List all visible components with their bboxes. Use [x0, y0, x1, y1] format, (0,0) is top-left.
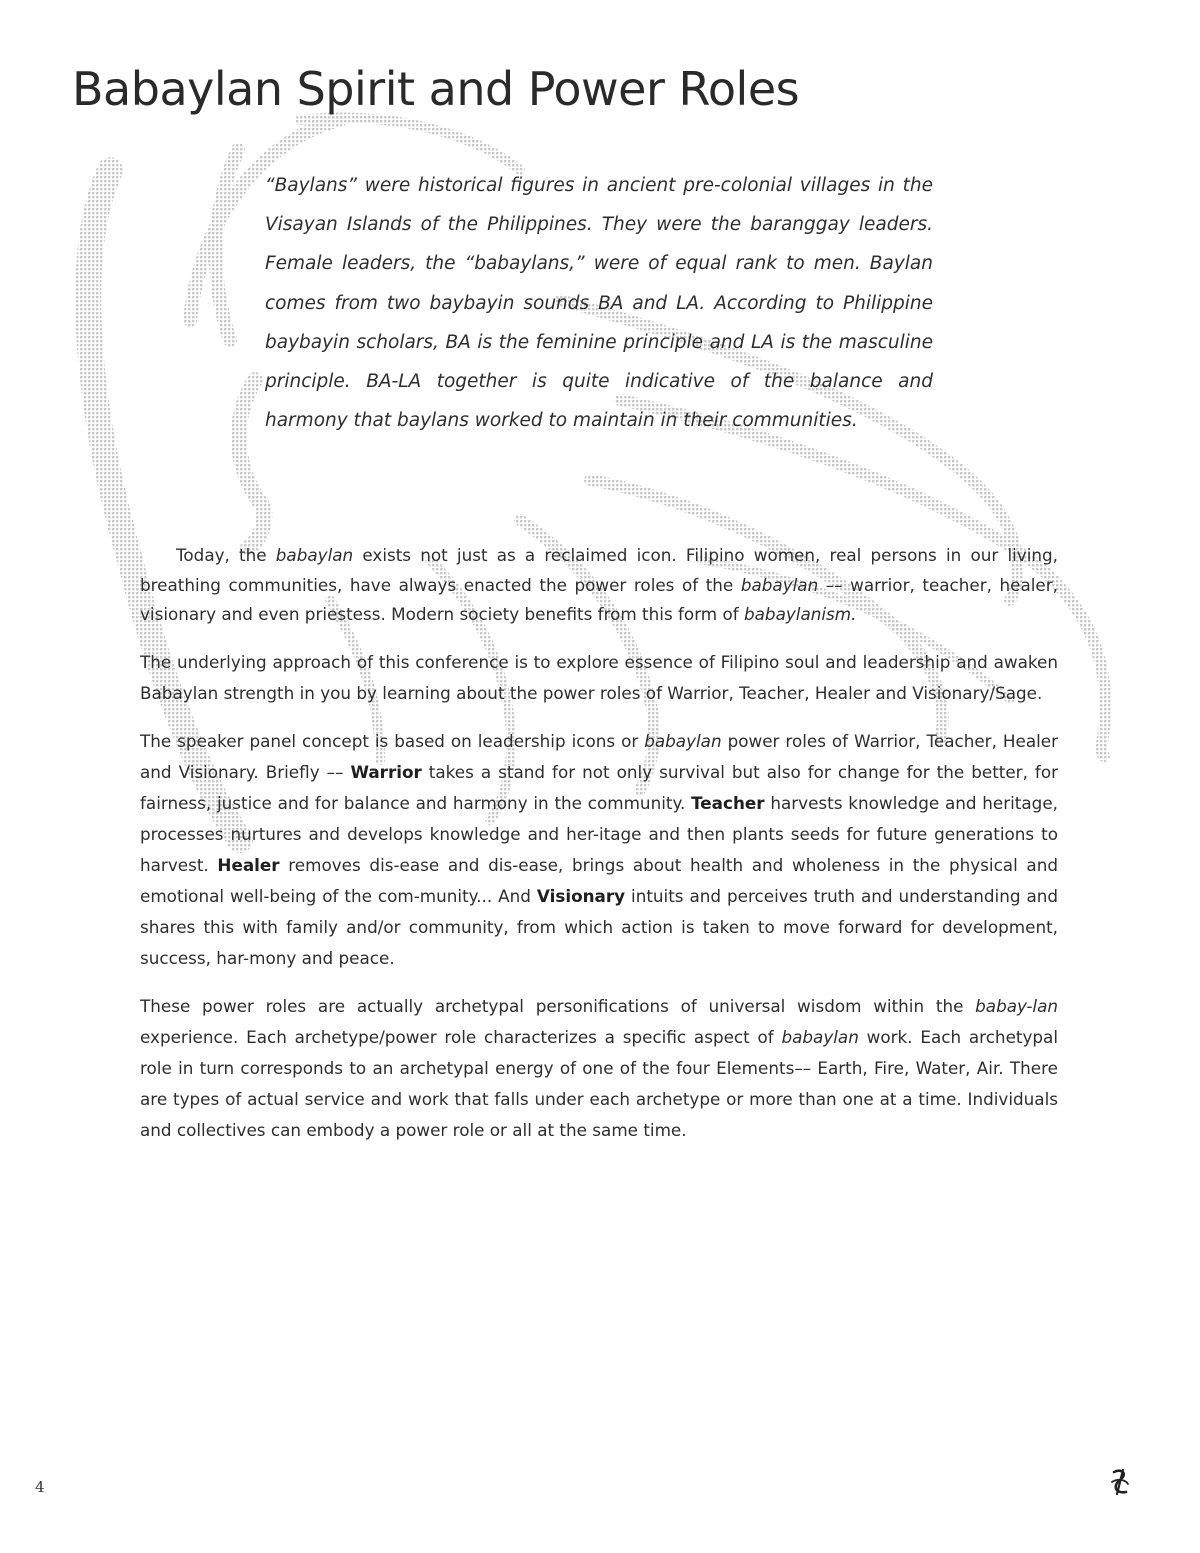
- term-healer: Healer: [217, 854, 280, 875]
- intro-quote: “Baylans” were historical figures in ancient pre-colonial villages in the Visayan Islands of the Philippines. They were the baranggay leaders. Female leaders, the “babaylans,” were of equal rank to men. Baylan comes from two baybayin sounds BA and LA. According to Philippine baybayin scholars, BA is the feminine principle and LA is the masculine principle. BA-LA together is quite indicative of the balance and harmony that baylans worked to maintain in their communities.: [265, 175, 933, 432]
- page-title: Babaylan Spirit and Power Roles: [72, 62, 800, 116]
- page-number: 4: [35, 1478, 45, 1496]
- paragraph-speaker-panel: The speaker panel concept is based on leadership icons or babaylan power roles of Warrior, Teacher, Healer and Visionary. Briefly –– Warrior takes a stand for not only survival but also for change for the better, for fairness, justice and for balance and harmony in the community. Teacher harvests knowledge and heritage, processes nurtures and develops knowledge and her-itage and then plants seeds for future generations to harvest. Healer removes dis-ease and dis-ease, brings about health and wholeness in the physical and emotional well-being of the com-munity... And Visionary intuits and perceives truth and understanding and shares this with family and/or community, from which action is taken to move forward for development, success, har-mony and peace.: [140, 730, 1059, 968]
- baybayin-glyph-icon: [1108, 1468, 1132, 1496]
- term-visionary: Visionary: [536, 885, 626, 906]
- paragraph-archetypes: These power roles are actually archetypal personifications of universal wisdom within the babay-lan experience. Each archetype/power role characterizes a specific aspect of babaylan work. Each archetypal role in turn corresponds to an archetypal energy of one of the four Elements–– Earth, Fire, Water, Air. There are types of actual service and work that falls under each archetype or more than one at a time. Individuals and collectives can embody a power role or all at the same time.: [140, 995, 1058, 1140]
- body-text: [140, 541, 1058, 1163]
- term-teacher: Teacher: [691, 792, 765, 813]
- paragraph-conference-approach: The underlying approach of this conference is to explore essence of Filipino soul and leadership and awaken Babaylan strength in you by learning about the power roles of Warrior, Teacher, Healer and Visionary/Sage.: [140, 651, 1058, 703]
- paragraph-today: Today, the babaylan exists not just as a reclaimed icon. Filipino women, real persons in our living, breathing communities, have always enacted the power roles of the babaylan –– warrior, teacher, healer, visionary and even priestess. Modern society benefits from this form of babaylanism.: [140, 545, 1058, 624]
- term-warrior: Warrior: [350, 761, 422, 782]
